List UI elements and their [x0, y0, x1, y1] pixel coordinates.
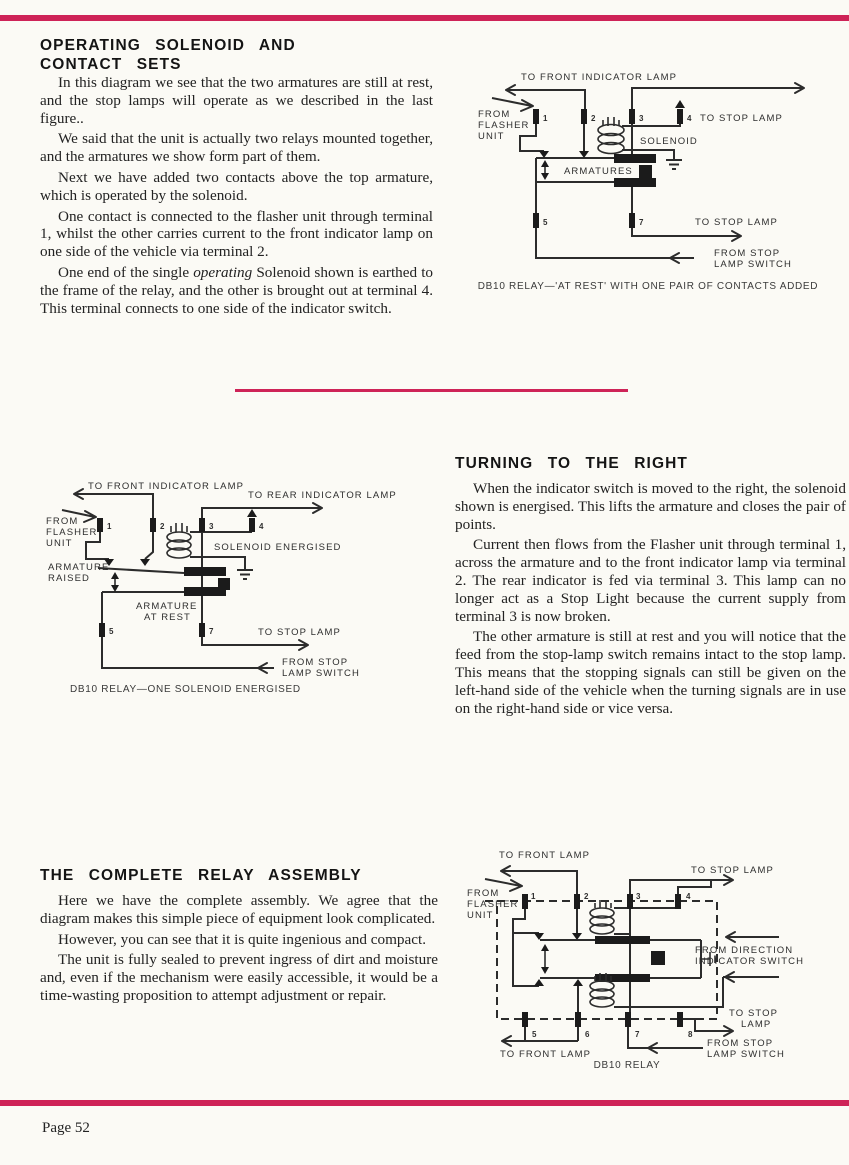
bottom-rule [0, 1100, 849, 1106]
terminal-5 [522, 1012, 528, 1027]
terminal-3 [199, 518, 205, 532]
paragraph: Next we have added two contacts above the top armature, which is operated by the solenoid. [40, 168, 433, 204]
caption-db10-at-rest: DB10 RELAY—'AT REST' WITH ONE PAIR OF CONTACTS ADDED [477, 281, 819, 292]
section-assembly-text [40, 892, 438, 1008]
heading-complete-relay-assembly: THE COMPLETE RELAY ASSEMBLY [40, 867, 362, 884]
terminal-3 [629, 109, 635, 124]
section-operating-text [40, 74, 433, 320]
terminal-2 [150, 518, 156, 532]
contact-icon [572, 933, 582, 940]
terminal-number: 7 [639, 218, 644, 227]
arrow-up-icon [247, 509, 257, 517]
italic-word: operating [193, 263, 253, 281]
terminal-7 [625, 1012, 631, 1027]
label-from-stop-lamp-switch: FROM STOP [282, 657, 349, 668]
label-solenoid-energised: SOLENOID ENERGISED [214, 542, 342, 553]
diagram-db10-complete [445, 845, 849, 1065]
label-from-stop-lamp-switch: FROM STOP [714, 248, 781, 259]
terminal-6 [575, 1012, 581, 1027]
label-from-flasher-unit: UNIT [46, 538, 73, 549]
paragraph: When the indicator switch is moved to the right, the solenoid shown is energised. This lifts the armature and closes the pair of points. [455, 480, 846, 533]
terminal-number: 5 [109, 627, 114, 636]
paragraph: The other armature is still at rest and you will notice that the feed from the stop-lamp switch remains intact to the stop lamp. This means that the stopping signals can still be given on the left-hand side of the vehicle when the turning signals are in use on the right-hand side or vice versa. [455, 628, 846, 717]
terminal-number: 1 [543, 114, 548, 123]
label-to-front-lamp: TO FRONT LAMP [499, 850, 591, 861]
label-to-rear-indicator-lamp: TO REAR INDICATOR LAMP [248, 490, 397, 501]
terminal-number: 3 [636, 892, 641, 901]
terminal-7 [199, 623, 205, 637]
contact-points [539, 151, 589, 158]
diagram-labels [467, 850, 804, 1060]
paragraph: The unit is fully sealed to prevent ingress of dirt and moisture and, even if the mechanism were easily accessible, it would be a time-wasting proposition to attempt adjustment or repair. [40, 951, 438, 1004]
paragraph: However, you can see that it is quite ingenious and compact. [58, 930, 427, 948]
terminal-number: 3 [209, 522, 214, 531]
wires [62, 489, 322, 673]
travel-arrow-icon [541, 967, 549, 974]
label-from-flasher-unit: FLASHER [467, 899, 519, 910]
earth-ground-icon [237, 570, 253, 579]
core-pole [218, 578, 230, 590]
label-from-stop-lamp-switch: LAMP SWITCH [714, 259, 792, 270]
caption-db10-energised: DB10 RELAY—ONE SOLENOID ENERGISED [70, 684, 301, 695]
terminal-number: 5 [532, 1030, 537, 1039]
label-from-flasher-unit: UNIT [478, 131, 505, 142]
terminal-number: 1 [107, 522, 112, 531]
terminal-1 [522, 894, 528, 909]
core-pole [639, 165, 652, 179]
label-armature-raised: ARMATURE [48, 562, 110, 573]
armature-bar-raised [184, 567, 226, 576]
terminal-number: 7 [635, 1030, 640, 1039]
terminal-number: 2 [584, 892, 589, 901]
label-solenoid: SOLENOID [640, 136, 698, 147]
armature-bar [595, 936, 650, 944]
terminal-4 [675, 894, 681, 909]
paragraph: One contact is connected to the flasher unit through terminal 1, whilst the other carries current to the front indicator lamp on one side of the vehicle via terminal 2. [40, 207, 433, 261]
label-from-stop-lamp-switch: FROM STOP [707, 1038, 774, 1049]
energised-flux-icon [171, 523, 187, 532]
diagram-db10-at-rest [448, 60, 848, 275]
travel-arrow-icon [541, 944, 549, 951]
paragraph [40, 264, 433, 317]
terminal-5 [99, 623, 105, 637]
paragraph: We said that the unit is actually two relays mounted together, and the armatures we show form part of them. [40, 130, 433, 166]
label-to-stop-lamp: TO STOP LAMP [691, 865, 774, 876]
label-armature-at-rest: ARMATURE [136, 601, 198, 612]
page-number: Page 52 [42, 1120, 90, 1136]
armature-bar [614, 154, 656, 163]
label-from-flasher-unit: FROM [478, 109, 511, 120]
section-turning-text [455, 480, 846, 720]
terminal-number: 2 [591, 114, 596, 123]
terminal-4 [249, 518, 255, 532]
caption-db10-relay: DB10 RELAY [593, 1060, 661, 1071]
terminal-8 [677, 1012, 683, 1027]
label-from-flasher-unit: FROM [467, 888, 500, 899]
terminal-2 [574, 894, 580, 909]
label-from-flasher-unit: FROM [46, 516, 79, 527]
label-from-flasher-unit: FLASHER [478, 120, 530, 131]
contact-icon [539, 151, 549, 158]
earth-ground-icon [666, 160, 682, 169]
contact-icon [573, 979, 583, 986]
label-to-stop-lamp: TO STOP LAMP [700, 113, 783, 124]
paragraph-text: Solenoid shown is earthed to the frame of the relay, and the other is brought out at terminal 4. This terminal connects to one side of the indicator switch. [40, 263, 434, 317]
contact-icon [579, 151, 589, 158]
travel-arrow-icon [111, 585, 119, 592]
heading-operating-solenoid: OPERATING SOLENOID AND CONTACT SETS [40, 37, 296, 73]
paragraph-text: One end of the single [58, 263, 194, 281]
terminal-number: 6 [585, 1030, 590, 1039]
paragraph: Here we have the complete assembly. We agree that the diagram makes this simple piece of equipment look complicated. [40, 892, 438, 927]
label-to-front-lamp: TO FRONT LAMP [500, 1049, 592, 1060]
armature-bar [614, 178, 656, 187]
label-from-stop-lamp-switch: LAMP SWITCH [707, 1049, 785, 1060]
terminal-number: 4 [686, 892, 691, 901]
terminal-7 [629, 213, 635, 228]
contact-icon [534, 979, 544, 986]
terminal-number: 3 [639, 114, 644, 123]
solenoid-coil-icon [590, 900, 614, 934]
terminal-number: 2 [160, 522, 165, 531]
label-from-direction-indicator-switch: INDICATOR SWITCH [695, 956, 805, 967]
contact-points [104, 559, 150, 566]
travel-arrow-icon [541, 173, 549, 180]
terminal-5 [533, 213, 539, 228]
terminal-number: 4 [259, 522, 264, 531]
paragraph: In this diagram we see that the two armatures are still at rest, and the stop lamps will operate as we described in the last figure.. [40, 74, 433, 127]
label-to-front-indicator-lamp: TO FRONT INDICATOR LAMP [521, 72, 678, 83]
solenoid-coil-icon [167, 523, 191, 558]
contact-icon [140, 559, 150, 566]
diagram-db10-energised [38, 478, 446, 683]
heading-turning-right: TURNING TO THE RIGHT [455, 455, 688, 472]
terminal-number: 4 [687, 114, 692, 123]
label-from-flasher-unit: FLASHER [46, 527, 98, 538]
middle-rule [235, 389, 628, 392]
solenoid-coil-icon [598, 117, 624, 154]
paragraph: Current then flows from the Flasher unit through terminal 1, across the armature and to the front indicator lamp via terminal 2. The rear indicator is fed via terminal 3. This lamp can no longer act as a Stop Light because the current supply from terminal 3 is now broken. [455, 536, 846, 625]
label-to-stop-lamp-right: TO STOP [729, 1008, 779, 1019]
terminal-4 [677, 109, 683, 124]
travel-arrow-icon [111, 572, 119, 579]
label-from-stop-lamp-switch: LAMP SWITCH [282, 668, 360, 679]
terminal-3 [627, 894, 633, 909]
label-armatures: ARMATURES [564, 166, 633, 177]
label-to-stop-lamp-right: LAMP [741, 1019, 772, 1030]
top-rule [0, 15, 849, 21]
label-to-stop-lamp: TO STOP LAMP [258, 627, 341, 638]
label-armature-raised: RAISED [48, 573, 90, 584]
terminal-1 [533, 109, 539, 124]
arrow-up-icon [675, 100, 685, 108]
terminal-number: 1 [531, 892, 536, 901]
label-from-flasher-unit: UNIT [467, 910, 494, 921]
label-armature-at-rest: AT REST [144, 612, 191, 623]
label-to-front-indicator-lamp: TO FRONT INDICATOR LAMP [88, 481, 245, 492]
contact-icon [534, 933, 544, 940]
core-pole [651, 951, 665, 965]
label-from-direction-indicator-switch: FROM DIRECTION [695, 945, 794, 956]
label-to-stop-lamp: TO STOP LAMP [695, 217, 778, 228]
terminal-number: 5 [543, 218, 548, 227]
terminal-number: 7 [209, 627, 214, 636]
armature-frame [540, 936, 715, 982]
terminal-1 [97, 518, 103, 532]
terminal-2 [581, 109, 587, 124]
travel-arrow-icon [541, 160, 549, 167]
terminal-number: 8 [688, 1030, 693, 1039]
